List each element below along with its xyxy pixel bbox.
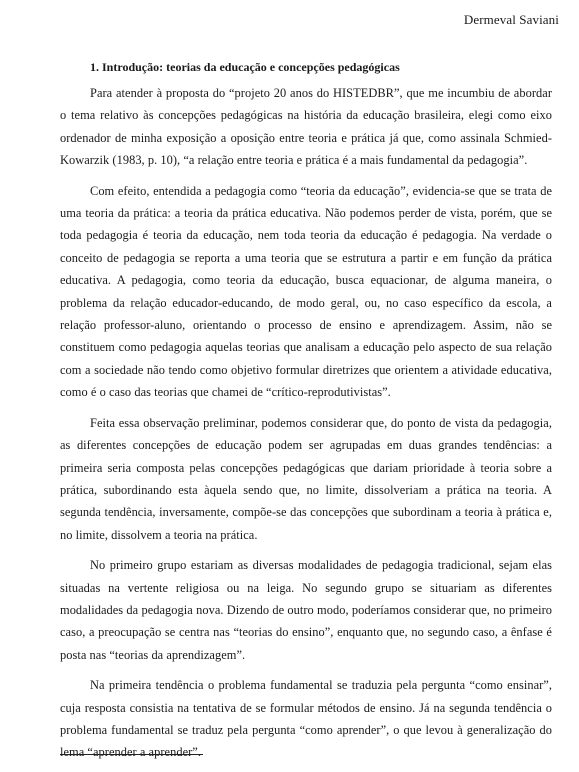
- paragraph-2: Com efeito, entendida a pedagogia como “teoria da educação”, evidencia-se que se trata de uma teoria da prática: a teoria da prática educativa. Não podemos perder de vista, porém, que se toda pedagogia é teoria da educação, nem toda teoria da educação é pedagogia. Na verdade o conceito de pedagogia se reporta a uma teoria que se estrutura a partir e em função da prática educativa. A pedagogia, como teoria da educação, busca equacionar, de alguma maneira, o problema da relação educador-educando, de modo geral, ou, no caso específico da escola, a relação professor-aluno, orientando o processo de ensino e aprendizagem. Assim, não se constituem como pedagogia aquelas teorias que analisam a educação pelo aspecto de sua relação com a sociedade não tendo como objetivo formular diretrizes que orientem a atividade educativa, como é o caso das teorias que chamei de “crítico-reprodutivistas”.: [60, 183, 552, 400]
- running-header-author: Dermeval Saviani: [463, 12, 559, 27]
- paragraph-1: Para atender à proposta do “projeto 20 anos do HISTEDBR”, que me incumbiu de abordar o tema relativo às concepções pedagógicas na história da educação brasileira, elegi como eixo ordenador de minha exposição a oposição entre teoria e prática já que, como assinala Schmied-Kowarzik (1983, p. 10), “a relação entre teoria e prática é a mais fundamental da pedagogia”.: [60, 86, 552, 168]
- paragraph-5: Na primeira tendência o problema fundamental se traduzia pela pergunta “como ensinar”, cuja resposta consistia na tentativa de se formular métodos de ensino. Já na segunda tendência o problema fundamental se traduz pela pergunta “como aprender”, o que levou à generalização do lema “aprender a aprender”.: [60, 678, 552, 760]
- section-title: 1. Introdução: teorias da educação e concepções pedagógicas: [90, 60, 400, 74]
- footnote-separator: [60, 754, 203, 755]
- paragraph-3: Feita essa observação preliminar, podemos considerar que, do ponto de vista da pedagogia, as diferentes concepções de educação podem ser agrupadas em duas grandes tendências: a primeira seria composta pelas concepções pedagógicas que dariam prioridade à teoria sobre a prática, subordinando esta àquela sendo que, no limite, dissolveriam a prática na teoria. A segunda tendência, inversamente, compõe-se das concepções que subordinam a teoria à prática e, no limite, dissolvem a teoria na prática.: [60, 415, 552, 542]
- footnote-cutoff: [60, 760, 552, 765]
- main-content: [60, 58, 552, 772]
- paragraph-4: No primeiro grupo estariam as diversas modalidades de pedagogia tradicional, sejam elas situadas na vertente religiosa ou na leiga. No segundo grupo se situariam as diferentes modalidades da pedagogia nova. Dizendo de outro modo, poderíamos considerar que, no primeiro caso, a preocupação se centra nas “teorias do ensino”, enquanto que, no segundo caso, a ênfase é posta nas “teorias da aprendizagem”.: [60, 558, 552, 662]
